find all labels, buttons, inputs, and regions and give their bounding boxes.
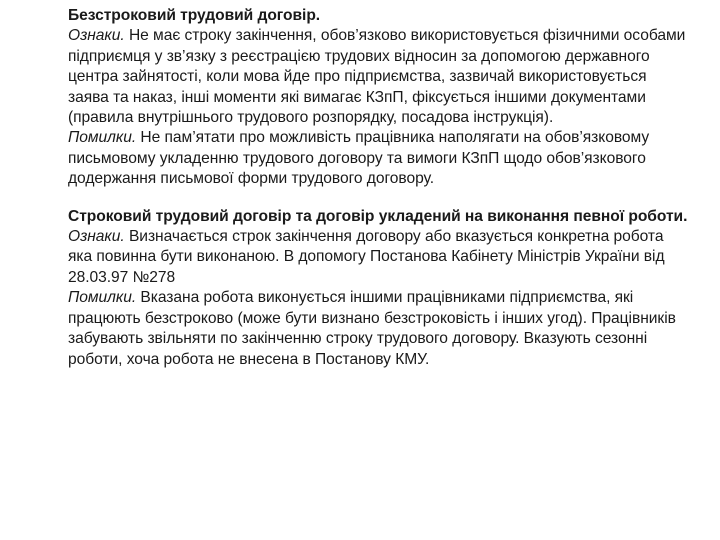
errors-label: Помилки.	[68, 129, 137, 147]
section-fixed-term-contract	[68, 207, 688, 370]
signs-paragraph	[68, 26, 688, 128]
signs-text: Не має строку закінчення, обов’язково використовується фізичними особами підприємця у зв’язку з реєстрацією трудових відносин за допомогою державного центра зайнятості, коли мова йде про підприємства, зазвичай використовується заява та наказ, інші моменти які вимагає КЗпП, фіксується іншими документами (правила внутрішнього трудового розпорядку, посадова інструкція).	[68, 27, 686, 127]
errors-paragraph	[68, 288, 688, 370]
signs-paragraph	[68, 227, 688, 288]
section-heading: Безстроковий трудовий договір.	[68, 7, 321, 24]
errors-text: Не пам’ятати про можливість працівника наполягати на обов’язковому письмовому укладенню трудового договору та вимоги КЗпП щодо обов’язкового додержання письмової форми трудового договору.	[68, 129, 650, 188]
signs-label: Ознаки.	[68, 27, 125, 45]
signs-label: Ознаки.	[68, 228, 125, 246]
errors-paragraph	[68, 128, 688, 189]
errors-text: Вказана робота виконується іншими працівниками підприємства, які працюють безстроково (може бути визнано безстроковість і інших угод). Працівників забувають звільняти по закінченню строку трудового договору. Вказують сезонні роботи, хоча робота не внесена в Постанову КМУ.	[68, 289, 676, 368]
errors-label: Помилки.	[68, 289, 137, 307]
document-content	[68, 6, 688, 370]
signs-text: Визначається строк закінчення договору або вказується конкретна робота яка повинна бути виконаною. В допомогу Постанова Кабінету Міністрів України від 28.03.97 №278	[68, 228, 665, 286]
section-heading: Строковий трудовий договір та договір укладений на виконання певної роботи.	[68, 207, 688, 225]
section-indefinite-contract	[68, 6, 688, 190]
